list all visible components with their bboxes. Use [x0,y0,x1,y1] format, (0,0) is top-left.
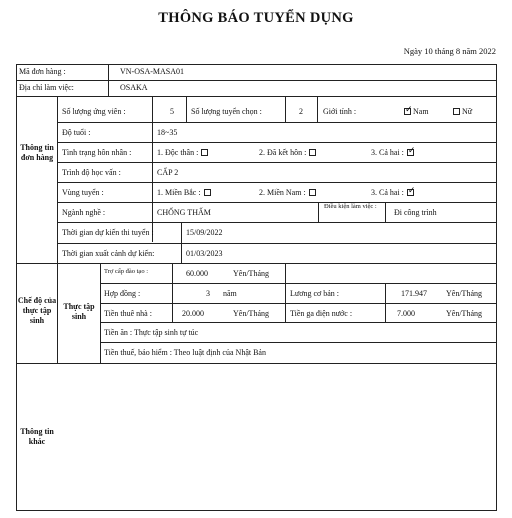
job-label: Ngành nghề : [62,208,106,217]
contract-unit: năm [223,289,237,298]
work-condition-label: Điều kiện làm việc : [324,203,377,210]
gender-male-checkbox[interactable] [404,108,411,115]
region-north-option [157,188,211,198]
marital-married-text: 2. Đã kết hôn : [259,148,307,157]
region-north-text: 1. Miền Bắc : [157,188,201,197]
base-salary-label: Lương cơ bản : [290,289,340,298]
gender-female-text: Nữ [462,107,473,116]
work-address-label: Địa chỉ làm việc: [19,83,74,92]
education-label: Trình độ học vấn : [62,168,121,177]
selected-value: 2 [299,107,303,116]
quantity-label: Số lượng ứng viên : [62,107,126,116]
region-both-text: 3. Cả hai : [371,188,404,197]
job-value: CHỐNG THẤM [157,208,211,217]
marital-both-text: 3. Cả hai : [371,148,404,157]
notice-date: Ngày 10 tháng 8 năm 2022 [403,46,496,56]
age-label: Độ tuổi : [62,128,91,137]
order-code-value: VN-OSA-MASA01 [120,67,185,76]
exam-date-value: 15/09/2022 [186,228,223,237]
gender-female-option [453,107,472,117]
age-value: 18~35 [157,128,178,137]
region-south-option [259,188,316,198]
base-salary-value: 171.947 [401,289,427,298]
region-north-checkbox[interactable] [204,189,211,196]
work-condition-value: Đi công trình [394,208,437,217]
contract-value: 3 [206,289,210,298]
base-salary-unit: Yên/Tháng [446,289,482,298]
marital-both-option [371,148,414,158]
rent-unit: Yên/Tháng [233,309,269,318]
section-order-info: Thông tin đơn hàng [20,143,54,162]
order-code-label: Mã đơn hàng : [19,67,66,76]
section-trainee: Thực tập sinh [63,302,95,321]
gender-female-checkbox[interactable] [453,108,460,115]
departure-label: Thời gian xuất cảnh dự kiến: [62,249,155,258]
education-value: CẤP 2 [157,168,179,177]
utilities-unit: Yên/Tháng [446,309,482,318]
training-allowance-label: Trợ cấp đào tạo : [104,268,148,275]
contract-label: Hợp đồng : [104,289,141,298]
gender-male-text: Nam [413,107,429,116]
region-south-text: 2. Miền Nam : [259,188,306,197]
rent-value: 20.000 [182,309,204,318]
region-both-checkbox[interactable] [407,189,414,196]
training-allowance-unit: Yên/Tháng [233,269,269,278]
region-label: Vùng tuyển : [62,188,104,197]
marital-single-checkbox[interactable] [201,149,208,156]
section-other: Thông tin khác [20,427,54,446]
marital-label: Tình trạng hôn nhân : [62,148,132,157]
page-title: THÔNG BÁO TUYỂN DỤNG [158,10,354,26]
utilities-label: Tiền ga điện nước : [290,309,353,318]
meals-text: Tiền ăn : Thực tập sinh tự túc [104,328,199,337]
section-benefits: Chế độ của thực tập sinh [17,296,57,325]
rent-label: Tiền thuê nhà : [104,309,152,318]
quantity-value: 5 [170,107,174,116]
exam-date-label: Thời gian dự kiến thi tuyển : [62,228,154,237]
training-allowance-value: 60.000 [186,269,208,278]
utilities-value: 7.000 [397,309,415,318]
selected-label: Số lượng tuyển chọn : [191,107,262,116]
work-address-value: OSAKA [120,83,148,92]
region-both-option [371,188,414,198]
gender-male-option [404,107,429,117]
gender-label: Giới tính : [323,107,357,116]
region-south-checkbox[interactable] [309,189,316,196]
marital-single-text: 1. Độc thân : [157,148,199,157]
marital-single-option [157,148,208,158]
tax-text: Tiền thuế, bảo hiểm : Theo luật định của Nhật Bản [104,348,266,357]
marital-married-checkbox[interactable] [309,149,316,156]
departure-value: 01/03/2023 [186,249,223,258]
marital-married-option [259,148,316,158]
marital-both-checkbox[interactable] [407,149,414,156]
